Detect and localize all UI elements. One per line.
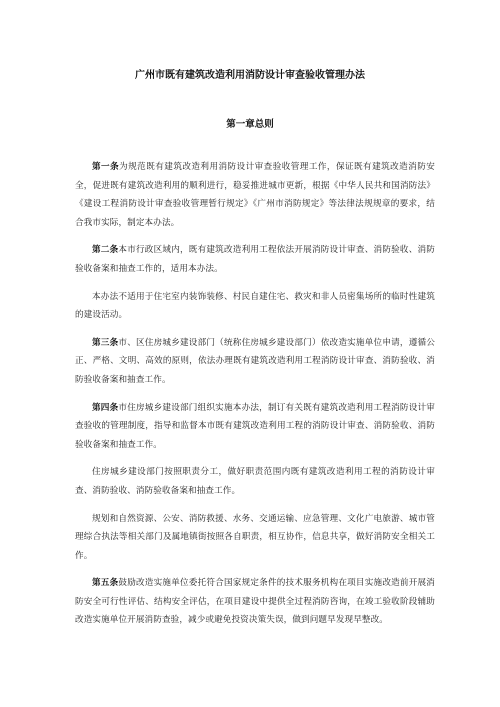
paragraph-article-1 bbox=[75, 158, 435, 232]
paragraph-text: 本办法不适用于住宅室内装饰装修、村民自建住宅、救灾和非人员密集场所的临时性建筑的建设活动。 bbox=[75, 291, 435, 321]
article-number: 第一条 bbox=[92, 162, 120, 172]
paragraph-text: 本市行政区域内，既有建筑改造利用工程依法开展消防设计审查、消防验收、消防验收备案和抽查工作的，适用本办法。 bbox=[75, 245, 435, 274]
document-title: 广州市既有建筑改造利用消防设计审查验收管理办法 bbox=[135, 70, 365, 81]
paragraph-text: 为规范既有建筑改造利用消防设计审查验收管理工作，保证既有建筑改造消防安全，促进既有建筑改造利用的顺利进行，稳妥推进城市更新，根据《中华人民共和国消防法》《建设工程消防设计审查验收管理暂行规定》《广州市消防规定》等法律法规规章的要求，结合我市实际，制定本办法。 bbox=[75, 162, 435, 228]
paragraph-exclusion bbox=[75, 288, 435, 325]
paragraph-housing-dept bbox=[75, 463, 435, 500]
paragraph-text: 市住房城乡建设部门组织实施本办法，制订有关既有建筑改造利用工程消防设计审查验收的管理制度，指导和监督本市既有建筑改造利用工程的消防设计审查、消防验收、消防验收备案和抽查工作。 bbox=[75, 402, 435, 450]
paragraph-text: 鼓励改造实施单位委托符合国家规定条件的技术服务机构在项目实施改造前开展消防安全可行性评估、结构安全评估，在项目建设中提供全过程消防咨询，在竣工验收阶段辅助改造实施单位开展消防查验，减少或避免投资决策失误，做到问题早发现早整改。 bbox=[75, 578, 435, 626]
paragraph-article-3 bbox=[75, 334, 435, 390]
article-number: 第四条 bbox=[92, 402, 119, 413]
document-body bbox=[75, 158, 435, 639]
paragraph-text: 住房城乡建设部门按照职责分工，做好职责范围内既有建筑改造利用工程的消防设计审查、消防验收、消防验收备案和抽查工作。 bbox=[75, 467, 435, 496]
article-number: 第五条 bbox=[92, 578, 119, 589]
paragraph-text: 规划和自然资源、公安、消防救援、水务、交通运输、应急管理、文化广电旅游、城市管理综合执法等相关部门及属地镇街按照各自职责，相互协作，信息共享，做好消防安全相关工作。 bbox=[75, 513, 435, 561]
chapter-heading: 第一章总则 bbox=[226, 119, 274, 130]
paragraph-article-5 bbox=[75, 574, 435, 630]
paragraph-article-4 bbox=[75, 399, 435, 455]
paragraph-article-2 bbox=[75, 241, 435, 278]
article-number: 第二条 bbox=[92, 245, 119, 256]
paragraph-related-depts bbox=[75, 510, 435, 566]
article-number: 第三条 bbox=[92, 337, 119, 348]
paragraph-text: 市、区住房城乡建设部门（统称住房城乡建设部门）依改造实施单位申请，遵循公正、严格、文明、高效的原则，依法办理既有建筑改造利用工程消防设计审查、消防验收、消防验收备案和抽查工作。 bbox=[75, 337, 435, 385]
